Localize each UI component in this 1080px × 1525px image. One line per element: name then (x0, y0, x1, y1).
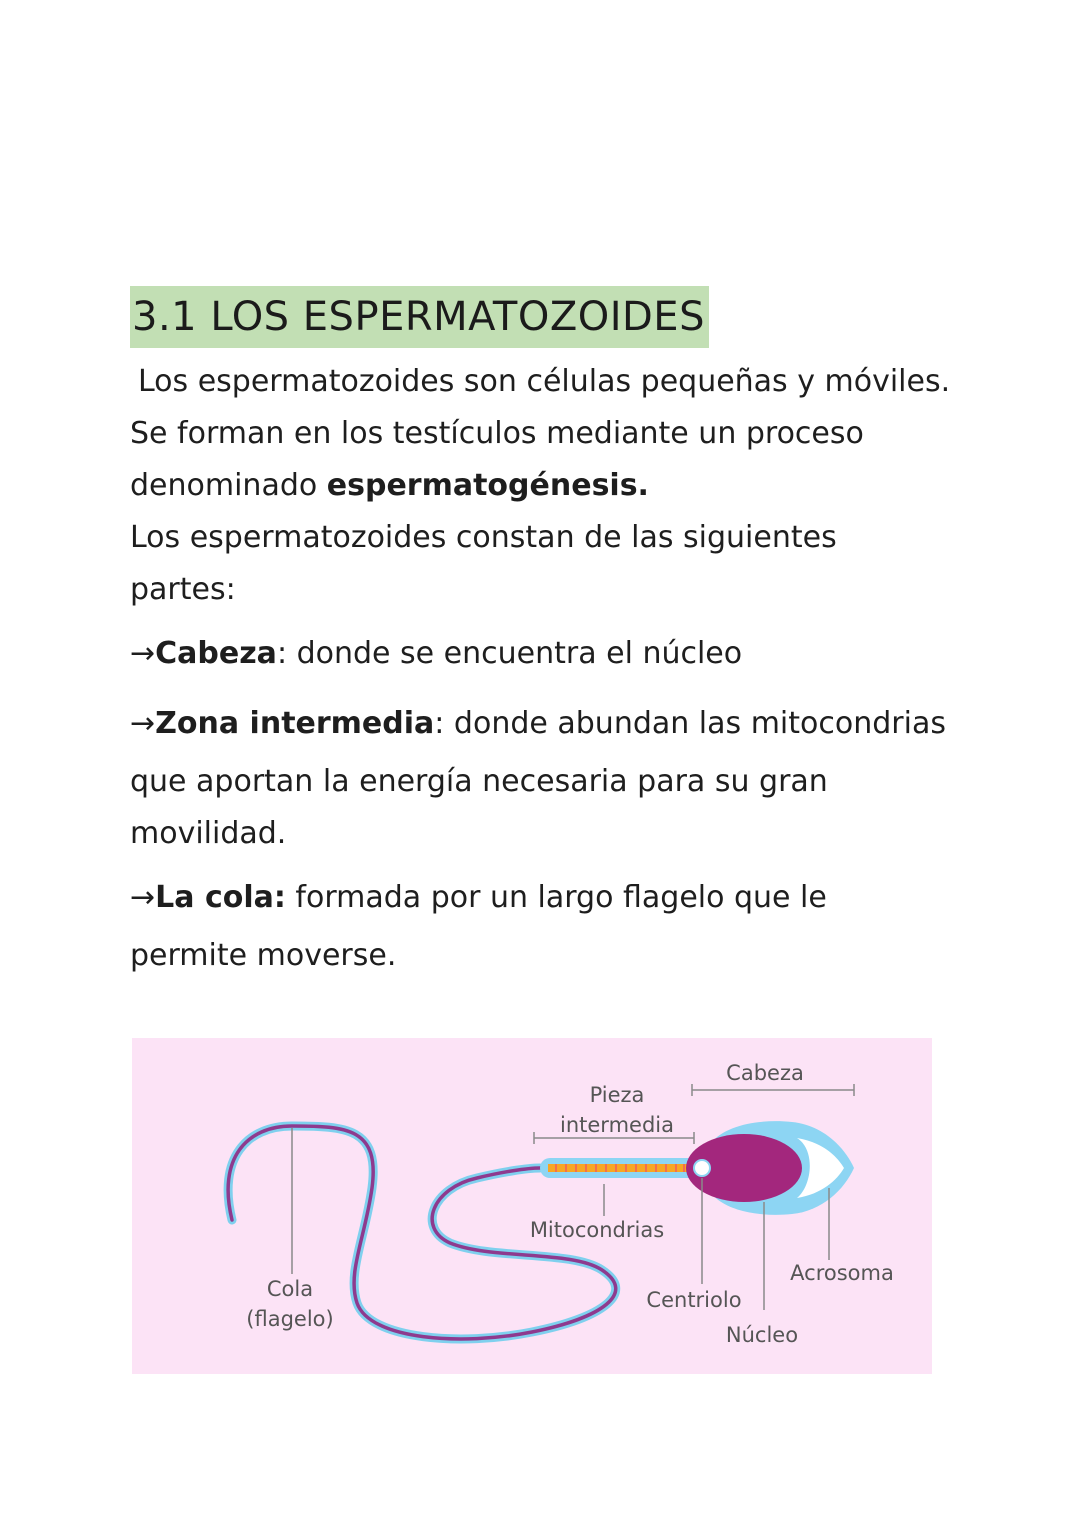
label-centriolo: Centriolo (646, 1288, 742, 1312)
part-cabeza-text: : donde se encuentra el núcleo (276, 636, 743, 671)
part-zona-intermedia-term: Zona intermedia (155, 706, 435, 741)
paragraph-line-3 (130, 468, 649, 503)
part-zona-intermedia (130, 706, 946, 741)
label-cabeza: Cabeza (726, 1061, 804, 1085)
arrow-right-icon: → (130, 706, 156, 741)
paragraph-line-1: Los espermatozoides son células pequeñas y móviles. (138, 364, 951, 399)
part-zona-intermedia-text: : donde abundan las mitocondrias (434, 706, 946, 741)
sperm-diagram-svg (132, 1038, 932, 1374)
label-mitocondrias: Mitocondrias (529, 1218, 665, 1242)
part-zona-intermedia-cont-2: movilidad. (130, 816, 287, 851)
sperm-diagram (132, 1038, 932, 1374)
paragraph-line-5: partes: (130, 572, 236, 607)
label-flagelo: (flagelo) (246, 1307, 334, 1331)
label-acrosoma: Acrosoma (790, 1261, 894, 1285)
section-title: 3.1 LOS ESPERMATOZOIDES (130, 286, 709, 348)
centriole (694, 1160, 710, 1176)
paragraph-line-4: Los espermatozoides constan de las siguientes (130, 520, 837, 555)
paragraph-line-2: Se forman en los testículos mediante un proceso (130, 416, 864, 451)
part-cabeza (130, 636, 742, 671)
paragraph-line-3-text: denominado (130, 468, 327, 503)
part-zona-intermedia-cont-1: que aportan la energía necesaria para su gran (130, 764, 828, 799)
arrow-right-icon: → (130, 636, 156, 671)
label-cola: Cola (266, 1277, 314, 1301)
label-nucleo: Núcleo (725, 1323, 799, 1347)
part-cola (130, 880, 827, 915)
part-cola-cont-1: permite moverse. (130, 938, 397, 973)
part-cola-term: La cola: (155, 880, 286, 915)
part-cabeza-term: Cabeza (155, 636, 277, 671)
label-pieza: Pieza (589, 1083, 645, 1107)
arrow-right-icon: → (130, 880, 156, 915)
mitochondria-band (548, 1164, 690, 1172)
part-cola-text: formada por un largo flagelo que le (285, 880, 827, 915)
label-intermedia: intermedia (560, 1113, 674, 1137)
keyword-espermatogenesis: espermatogénesis. (326, 468, 649, 503)
